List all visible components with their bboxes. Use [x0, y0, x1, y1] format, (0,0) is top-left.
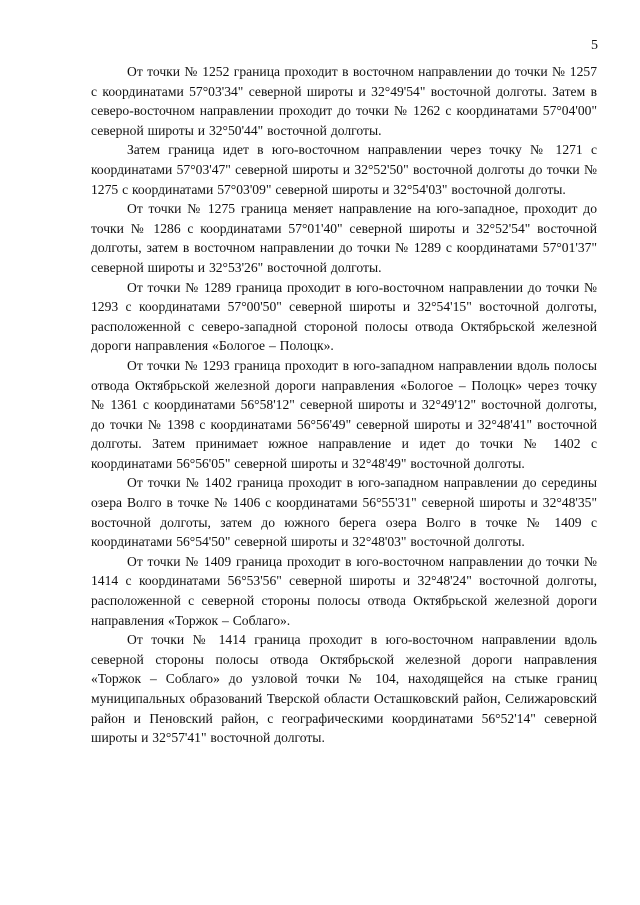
- paragraph-2: Затем граница идет в юго-восточном направлении через точку № 1271 с координатами 57°03'47" северной широты и 32°52'50" восточной долготы до точки № 1275 с координатами 57°03'09" северной широты и 32°54'03" восточной долготы.: [91, 142, 597, 197]
- paragraph-8: От точки № 1414 граница проходит в юго-восточном направлении вдоль северной стороны полосы отвода Октябрьской железной дороги направления «Торжок – Соблаго» до узловой точки № 104, находящейся на стыке границ муниципальных образований Тверской области Осташковский район, Селижаровский район и Пеновский район, с географическими координатами 56°52'14" северной широты и 32°57'41" восточной долготы.: [91, 632, 597, 746]
- paragraph-5: От точки № 1293 граница проходит в юго-западном направлении вдоль полосы отвода Октябрьской железной дороги направления «Бологое – Полоцк» через точку № 1361 с координатами 56°58'12" северной широты и 32°49'12" восточной долготы, до точки № 1398 с координатами 56°56'49" северной широты и 32°48'41" восточной долготы. Затем принимает южное направление и идет до точки № 1402 с координатами 56°56'05" северной широты и 32°48'49" восточной долготы.: [91, 357, 597, 471]
- paragraph-6: От точки № 1402 граница проходит в юго-западном направлении до середины озера Волго в точке № 1406 с координатами 56°55'31" северной широты и 32°48'35" восточной долготы, затем до южного берега озера Волго в точке № 1409 с координатами 56°54'50" северной широты и 32°48'03" восточной долготы.: [91, 475, 597, 550]
- paragraph-1: От точки № 1252 граница проходит в восточном направлении до точки № 1257 с координатами 57°03'34" северной широты и 32°49'54" восточной долготы. Затем в северо-восточном направлении проходит до точки № 1262 с координатами 57°04'00" северной широты и 32°50'44" восточной долготы.: [91, 64, 597, 138]
- paragraph-7: От точки № 1409 граница проходит в юго-восточном направлении до точки № 1414 с координатами 56°53'56" северной широты и 32°48'24" восточной долготы, расположенной с северной стороны полосы отвода Октябрьской железной дороги направления «Торжок – Соблаго».: [91, 553, 597, 628]
- paragraph-4: От точки № 1289 граница проходит в юго-восточном направлении до точки № 1293 с координатами 57°00'50" северной широты и 32°54'15" восточной долготы, расположенной с северо-западной стороной полосы отвода Октябрьской железной дороги направления «Бологое – Полоцк».: [91, 279, 597, 354]
- paragraph-3: От точки № 1275 граница меняет направление на юго-западное, проходит до точки № 1286 с координатами 57°01'40" северной широты и 32°52'54" восточной долготы, затем в восточном направлении до точки № 1289 с координатами 57°01'37" северной широты и 32°53'26" восточной долготы.: [91, 201, 597, 275]
- page-number: 5: [591, 38, 598, 53]
- document-body: [91, 62, 597, 748]
